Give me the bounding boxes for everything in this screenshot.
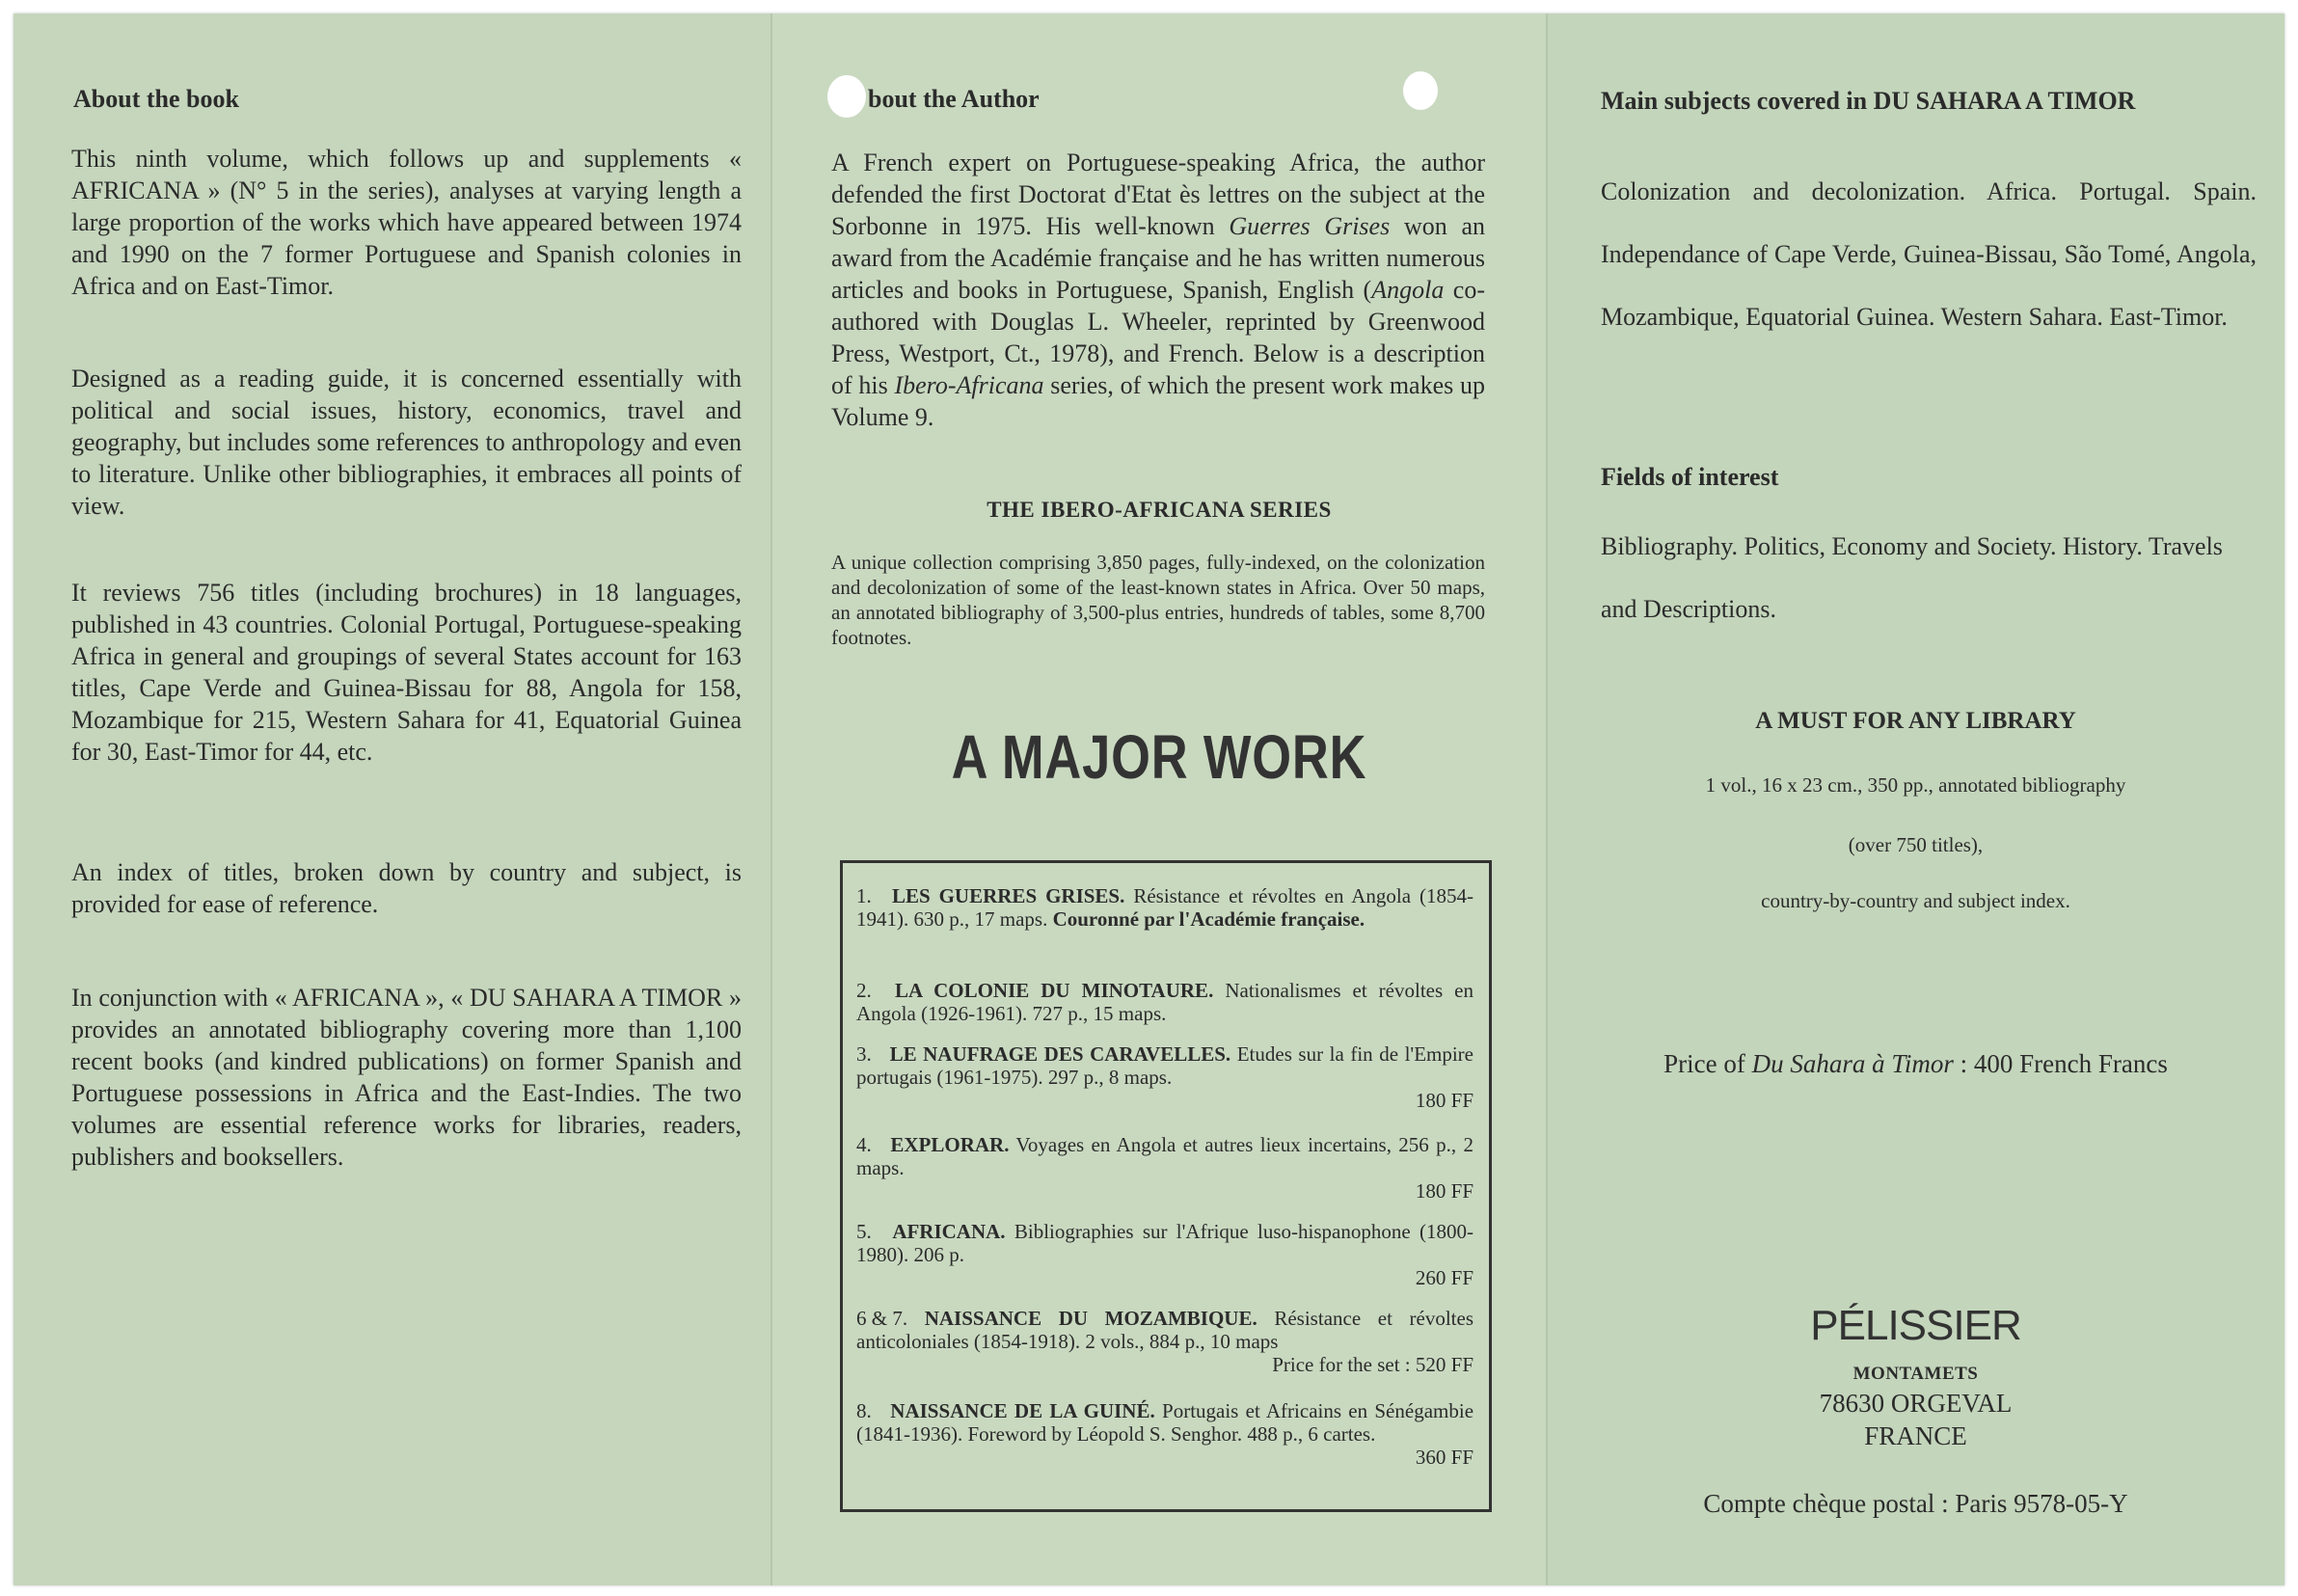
book-item-1	[856, 884, 1473, 931]
book-number: 8.	[856, 1399, 872, 1422]
publisher-name: PÉLISSIER	[1810, 1302, 2021, 1349]
about-book-paragraph-3: It reviews 756 titles (including brochures) in 18 languages, published in 43 countries. Colonial Portugal, Portuguese-speaking Africa in general and groupings of several States account for 163 titles, Cape Verde and Guinea-Bissau for 88, Angola for 158, Mozambique for 215, Western Sahara for 41, Equatorial Guinea for 30, East-Timor for 44, etc.	[71, 579, 742, 766]
book-price: 260 FF	[1415, 1266, 1473, 1289]
book-price: 180 FF	[1415, 1179, 1473, 1203]
book-title: AFRICANA.	[892, 1220, 1006, 1243]
book-title: NAISSANCE DE LA GUINÉ.	[890, 1399, 1155, 1422]
author-text-part-4: series, of which the present work makes up Volume 9.	[831, 371, 1485, 431]
about-book-paragraph-2: Designed as a reading guide, it is concerned essentially with political and social issues, history, economics, travel and geography, but includes some references to anthropology and even to literature. Unlike other bibliographies, it embraces all points of view.	[71, 365, 742, 520]
library-heading: A MUST FOR ANY LIBRARY	[1755, 708, 2076, 734]
panel-about-book	[14, 14, 771, 1585]
book-list-box	[840, 860, 1492, 1512]
about-book-heading: About the book	[73, 85, 239, 113]
postal-account: Compte chèque postal : Paris 9578-05-Y	[1703, 1489, 2128, 1518]
about-book-paragraph-4: An index of titles, broken down by country and subject, is provided for ease of reference.	[71, 858, 742, 918]
about-book-paragraph-5: In conjunction with « AFRICANA », « DU SAHARA A TIMOR » provides an annotated bibliography covering more than 1,100 recent books (and kindred publications) on former Spanish and Portuguese possessions in Africa and the East-Indies. The two volumes are essential reference works for libraries, readers, publishers and booksellers.	[71, 984, 742, 1171]
about-author-text	[831, 147, 1485, 433]
fold-line-left	[771, 14, 772, 1585]
author-text-part-1: A French expert on Portuguese-speaking Africa, the author defended the first Doctorat d'Etat ès lettres on the subject at the Sorbonne in 1975. His well-known	[831, 149, 1485, 240]
book-number: 3.	[856, 1042, 872, 1066]
book-title: LES GUERRES GRISES.	[891, 884, 1125, 907]
book-desc: Résistance et révoltes en Angola (1854-1941). 630 p., 17 maps.	[856, 884, 1473, 931]
book-item-8	[856, 1399, 1473, 1469]
price-book-title: Du Sahara à Timor	[1751, 1049, 1954, 1078]
book-item-2	[856, 979, 1473, 1025]
fields-text: Bibliography. Politics, Economy and Society. History. Travels and Descriptions.	[1601, 532, 2223, 623]
library-spec-line-2: (over 750 titles),	[1848, 833, 1984, 856]
book-price: 180 FF	[1415, 1089, 1473, 1112]
book-desc: Bibliographies sur l'Afrique luso-hispanophone (1800-1980). 206 p.	[856, 1220, 1473, 1266]
book-item-5	[856, 1220, 1473, 1289]
publisher-city: 78630 ORGEVAL	[1819, 1389, 2013, 1418]
major-work-title: A MAJOR WORK	[951, 722, 1367, 792]
author-title-guerres-grises: Guerres Grises	[1229, 212, 1391, 240]
book-desc: Portugais et Africains en Sénégambie (1841-1936). Foreword by Léopold S. Senghor. 488 p., 6 cartes.	[856, 1399, 1474, 1446]
book-item-4	[856, 1133, 1473, 1203]
series-text: A unique collection comprising 3,850 pages, fully-indexed, on the colonization and decolonization of some of the least-known states in Africa. Over 50 maps, an annotated bibliography of 3,500-plus entries, hundreds of tables, some 8,700 footnotes.	[831, 551, 1485, 649]
book-desc: Voyages en Angola et autres lieux incertains, 256 p., 2 maps.	[856, 1133, 1474, 1179]
book-desc: Etudes sur la fin de l'Empire portugais (1961-1975). 297 p., 8 maps.	[856, 1042, 1474, 1089]
punch-hole-left	[827, 75, 866, 118]
book-number: 1.	[856, 884, 872, 907]
about-author-heading: bout the Author	[868, 85, 1040, 113]
book-number: 5.	[856, 1220, 872, 1243]
book-item-3	[856, 1042, 1473, 1112]
library-spec-line-3: country-by-country and subject index.	[1761, 889, 2070, 912]
fold-line-right	[1546, 14, 1548, 1585]
series-heading: THE IBERO-AFRICANA SERIES	[987, 498, 1332, 522]
price-prefix: Price of	[1663, 1049, 1752, 1078]
brochure-sheet	[14, 14, 2284, 1585]
author-title-angola: Angola	[1371, 276, 1445, 304]
book-number: 2.	[856, 979, 872, 1002]
author-text-part-3: co-authored with Douglas L. Wheeler, reprinted by Greenwood Press, Westport, Ct., 1978), and French. Below is a description of his	[831, 276, 1485, 399]
book-number: 6 & 7.	[856, 1307, 908, 1330]
book-desc: Résistance et révoltes anticoloniales (1854-1918). 2 vols., 884 p., 10 maps	[856, 1307, 1474, 1353]
library-spec-line-1: 1 vol., 16 x 23 cm., 350 pp., annotated bibliography	[1705, 773, 2126, 797]
price-amount: : 400 French Francs	[1953, 1049, 2168, 1078]
book-title: LE NAUFRAGE DES CARAVELLES.	[889, 1042, 1231, 1066]
book-item-6-7	[856, 1307, 1473, 1376]
punch-hole-right	[1403, 71, 1438, 110]
book-title: NAISSANCE DU MOZAMBIQUE.	[924, 1307, 1257, 1330]
panel-subjects	[1547, 14, 2284, 1585]
book-price: 360 FF	[1415, 1446, 1473, 1469]
fields-heading: Fields of interest	[1601, 463, 1779, 491]
publisher-country: FRANCE	[1864, 1421, 1967, 1450]
author-title-ibero-africana: Ibero-Africana	[894, 371, 1044, 399]
book-title: EXPLORAR.	[890, 1133, 1010, 1156]
book-price: Price for the set : 520 FF	[1272, 1353, 1473, 1376]
book-title: LA COLONIE DU MINOTAURE.	[895, 979, 1214, 1002]
author-text-part-2: won an award from the Académie française and he has written numerous articles and books in Portuguese, Spanish, English (	[831, 212, 1485, 304]
subjects-heading: Main subjects covered in DU SAHARA A TIMOR	[1601, 87, 2136, 115]
price-line	[1547, 1049, 2284, 1079]
about-book-paragraph-1: This ninth volume, which follows up and supplements « AFRICANA » (N° 5 in the series), analyses at varying length a large proportion of the works which have appeared between 1974 and 1990 on the 7 former Portuguese and Spanish colonies in Africa and on East-Timor.	[71, 145, 742, 300]
subjects-text: Colonization and decolonization. Africa. Portugal. Spain. Independance of Cape Verde, Guinea-Bissau, São Tomé, Angola, Mozambique, Equatorial Guinea. Western Sahara. East-Timor.	[1601, 177, 2257, 331]
publisher-street: MONTAMETS	[1852, 1364, 1979, 1384]
book-award: Couronné par l'Académie française.	[1052, 907, 1365, 931]
panel-about-author	[771, 14, 1547, 1585]
book-desc: Nationalismes et révoltes en Angola (1926-1961). 727 p., 15 maps.	[856, 979, 1474, 1025]
book-number: 4.	[856, 1133, 872, 1156]
